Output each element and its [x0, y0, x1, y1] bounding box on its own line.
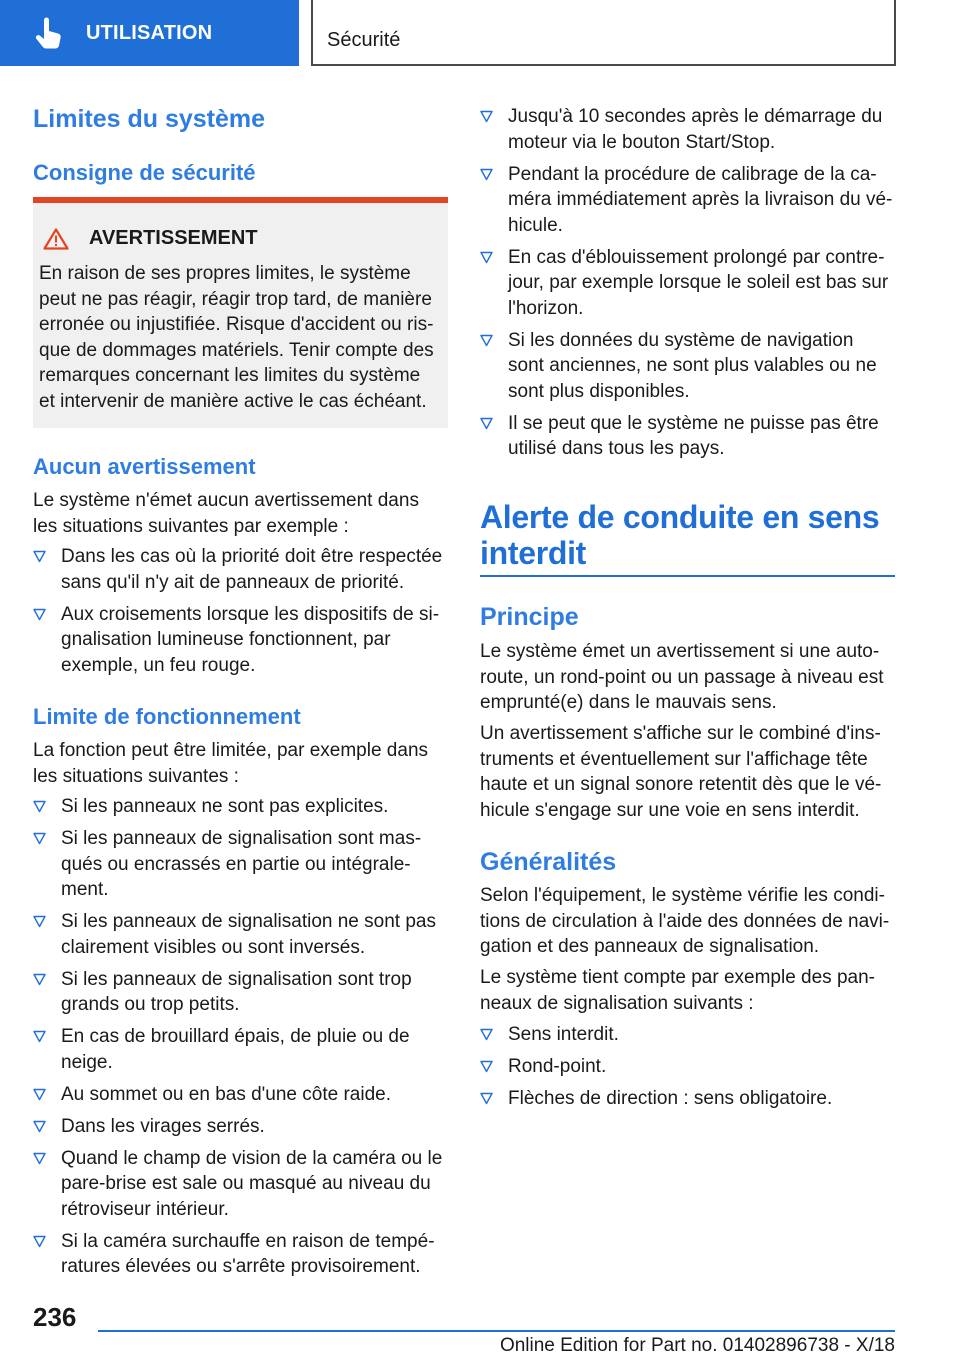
triangle-bullet-icon [33, 973, 46, 986]
topic-label: Sécurité [327, 29, 401, 51]
text-line: haute et un signal sonore retentit dès que le vé- [480, 774, 882, 795]
list-item-line: Si la caméra surchauffe en raison de tempé- [61, 1230, 435, 1252]
list-item [33, 1229, 453, 1280]
list-item-line: clairement visibles ou sont inversés. [61, 936, 366, 958]
list-item-line: Dans les virages serrés. [61, 1115, 265, 1137]
no-warning-heading: Aucun avertissement [33, 454, 256, 479]
list-item-line: gnalisation lumineuse fonctionnent, par [61, 629, 391, 650]
list-item-line: Si les panneaux de signalisation sont mas- [61, 828, 422, 849]
warning-line: erronée ou injustifiée. Risque d'accident ou ris- [39, 314, 434, 335]
title-rule [480, 575, 895, 577]
list-item-line: méra immédiatement après la livraison du vé- [508, 189, 893, 210]
title-line: interdit [480, 535, 587, 571]
triangle-bullet-icon [480, 110, 493, 123]
principle-paragraph-2 [480, 721, 900, 823]
safety-heading: Consigne de sécurité [33, 160, 256, 185]
list-item-line: Si les données du système de navigation [508, 329, 854, 351]
list-item-line: Si les panneaux de signalisation ne sont pas [61, 911, 436, 932]
text-line: Selon l'équipement, le système vérifie les condi- [480, 885, 885, 906]
triangle-bullet-icon [33, 832, 46, 845]
list-item-line: Aux croisements lorsque les dispositifs de si- [61, 603, 440, 625]
triangle-bullet-icon [33, 1235, 46, 1248]
list-item-line: Jusqu'à 10 secondes après le démarrage du [508, 106, 883, 127]
warning-line: et intervenir de manière active le cas échéant. [39, 390, 427, 412]
list-item-line: Dans les cas où la priorité doit être respectée [61, 546, 443, 567]
text-line: Le système n'émet aucun avertissement dans [33, 490, 419, 511]
text-line: tions de circulation à l'aide des données de navi- [480, 910, 890, 932]
section-title: Limites du système [33, 105, 266, 133]
list-item-line: sont plus disponibles. [508, 380, 690, 402]
triangle-bullet-icon [480, 1028, 493, 1041]
list-item-line: En cas d'éblouissement prolongé par contre- [508, 246, 885, 268]
text-line: les situations suivantes par exemple : [33, 515, 349, 537]
text-line: Le système tient compte par exemple des pan- [480, 967, 875, 988]
list-item-line: exemple, un feu rouge. [61, 654, 256, 676]
title-line: Alerte de conduite en sens [480, 499, 880, 535]
list-item [480, 104, 900, 155]
no-warning-intro [33, 488, 448, 539]
triangle-bullet-icon [480, 417, 493, 430]
list-item [33, 909, 453, 960]
text-line: La fonction peut être limitée, par exemple dans [33, 740, 429, 761]
list-item-line: ment. [61, 879, 109, 900]
topic-header [311, 0, 896, 66]
triangle-bullet-icon [480, 251, 493, 264]
list-item-line: sans qu'il n'y ait de panneaux de priorité. [61, 571, 405, 593]
list-item-line: l'horizon. [508, 297, 584, 319]
triangle-bullet-icon [33, 608, 46, 621]
edition-text: Online Edition for Part no. 01402896738 - X/18 [499, 1335, 895, 1356]
list-item-line: Si les panneaux ne sont pas explicites. [61, 796, 389, 817]
warning-text [39, 261, 444, 414]
general-paragraph-1 [480, 883, 900, 960]
list-item-line: utilisé dans tous les pays. [508, 438, 725, 459]
warning-line: que de dommages matériels. Tenir compte des [39, 339, 434, 361]
list-item-line: qués ou encrassés en partie ou intégrale- [61, 853, 411, 875]
principle-heading: Principe [480, 603, 579, 631]
limits-heading: Limite de fonctionnement [33, 704, 301, 729]
list-item [33, 1146, 453, 1223]
list-item-line: sont anciennes, ne sont plus valables ou ne [508, 355, 877, 376]
list-item [33, 1082, 453, 1108]
principle-paragraph-1 [480, 639, 900, 716]
list-item [33, 826, 453, 903]
list-item [33, 1024, 453, 1075]
triangle-bullet-icon [480, 334, 493, 347]
text-line: Un avertissement s'affiche sur le combiné d'ins- [480, 723, 881, 744]
list-item [480, 1086, 900, 1112]
triangle-bullet-icon [480, 168, 493, 181]
list-item [33, 544, 453, 595]
warning-title: AVERTISSEMENT [89, 227, 258, 249]
list-item-line: rétroviseur intérieur. [61, 1198, 229, 1220]
section-label: UTILISATION [86, 21, 213, 44]
list-item-line: En cas de brouillard épais, de pluie ou de [61, 1026, 410, 1047]
list-item-line: jour, par exemple lorsque le soleil est bas sur [508, 272, 889, 293]
text-line: truments et éventuellement sur l'affichage tête [480, 748, 868, 770]
triangle-bullet-icon [33, 1120, 46, 1133]
warning-box [33, 197, 448, 428]
warning-triangle-icon [43, 228, 69, 250]
text-line: neaux de signalisation suivants : [480, 992, 754, 1014]
triangle-bullet-icon [33, 915, 46, 928]
list-item-line: Il se peut que le système ne puisse pas être [508, 412, 879, 434]
list-item [480, 328, 900, 405]
list-item [480, 411, 900, 462]
text-line: gation et des panneaux de signalisation. [480, 936, 820, 957]
list-item-line: Si les panneaux de signalisation sont trop [61, 968, 412, 990]
list-item [480, 1054, 900, 1080]
text-line: hicule s'engage sur une voie en sens interdit. [480, 799, 860, 821]
list-item [33, 967, 453, 1018]
list-item [480, 245, 900, 322]
triangle-bullet-icon [480, 1060, 493, 1073]
footer-rule [98, 1330, 895, 1332]
warning-line: peut ne pas réagir, réagir trop tard, de manière [39, 288, 432, 310]
triangle-bullet-icon [33, 1088, 46, 1101]
hand-pointer-icon [34, 17, 64, 49]
list-item-line: Quand le champ de vision de la caméra ou le [61, 1147, 443, 1169]
text-line: emprunté(e) dans le mauvais sens. [480, 692, 777, 713]
list-item [33, 1114, 453, 1140]
page-number: 236 [33, 1302, 77, 1332]
general-paragraph-2 [480, 965, 900, 1016]
text-line: les situations suivantes : [33, 765, 239, 787]
triangle-bullet-icon [33, 1152, 46, 1165]
list-item [33, 602, 453, 679]
list-item-line: Sens interdit. [508, 1024, 619, 1045]
triangle-bullet-icon [33, 800, 46, 813]
list-item-line: Au sommet ou en bas d'une côte raide. [61, 1083, 391, 1105]
list-item-line: neige. [61, 1051, 113, 1073]
list-item [480, 1022, 900, 1048]
warning-line: remarques concernant les limites du système [39, 365, 421, 386]
triangle-bullet-icon [480, 1092, 493, 1105]
list-item-line: grands ou trop petits. [61, 994, 240, 1015]
text-line: Le système émet un avertissement si une auto- [480, 641, 880, 662]
wrong-way-title [480, 499, 900, 571]
list-item-line: Rond-point. [508, 1056, 607, 1077]
list-item-line: pare-brise est sale ou masqué au niveau du [61, 1173, 431, 1194]
list-item-line: moteur via le bouton Start/Stop. [508, 131, 776, 153]
triangle-bullet-icon [33, 1030, 46, 1043]
warning-line: En raison de ses propres limites, le système [39, 263, 411, 284]
triangle-bullet-icon [33, 550, 46, 563]
list-item-line: Pendant la procédure de calibrage de la ca- [508, 163, 877, 185]
text-line: route, un rond-point ou un passage à niveau est [480, 666, 884, 688]
list-item-line: ratures élevées ou s'arrête provisoirement. [61, 1256, 421, 1277]
list-item [33, 794, 453, 820]
general-heading: Généralités [480, 848, 617, 876]
limits-intro [33, 738, 448, 789]
list-item-line: hicule. [508, 214, 563, 236]
section-tab[interactable] [0, 0, 299, 66]
list-item-line: Flèches de direction : sens obligatoire. [508, 1088, 833, 1109]
list-item [480, 162, 900, 239]
